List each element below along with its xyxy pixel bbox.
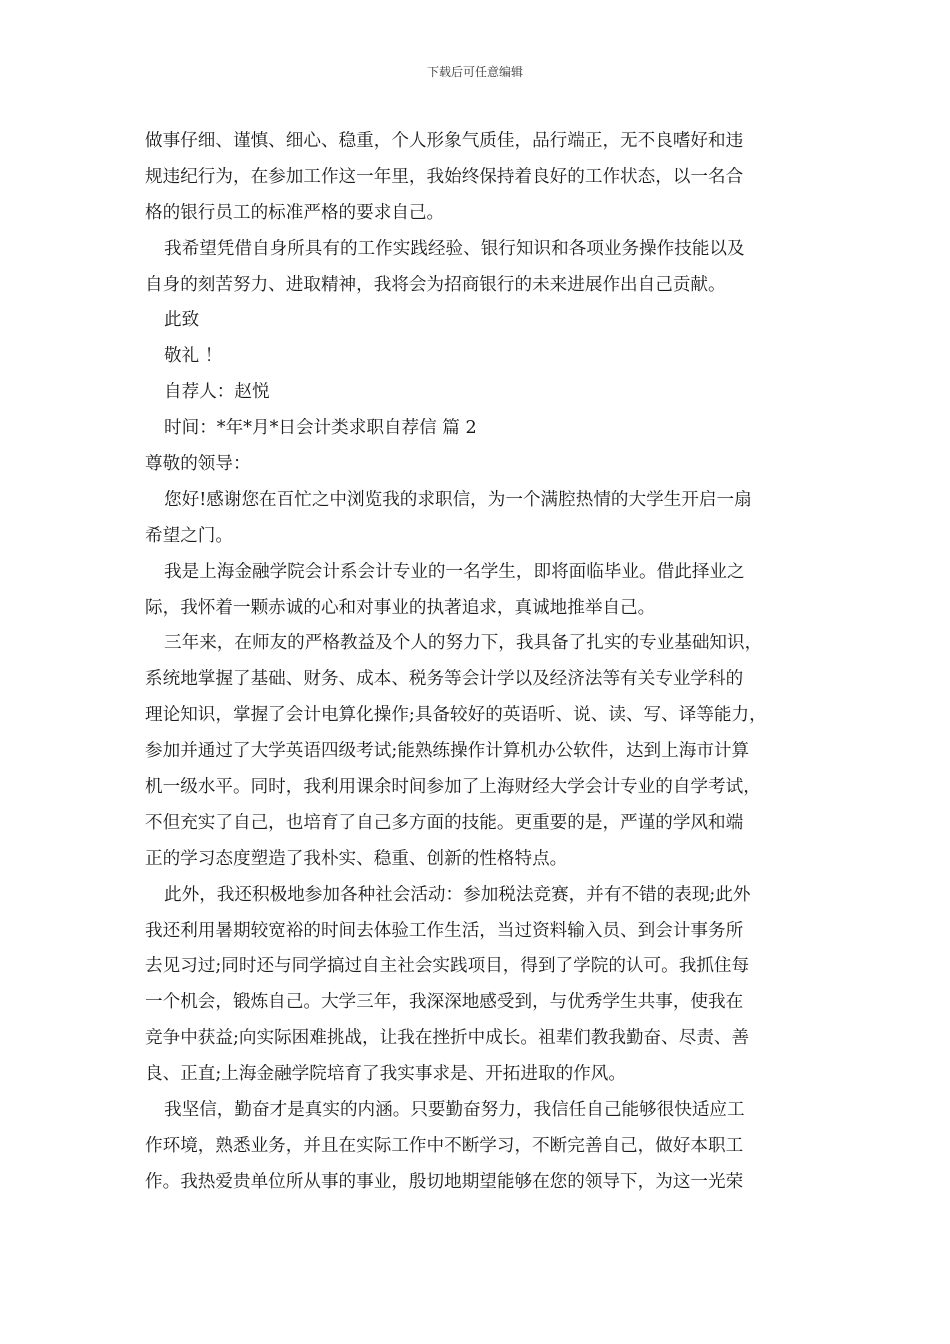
text-line: 机一级水平。同时，我利用课余时间参加了上海财经大学会计专业的自学考试， [145,777,761,798]
text-line: 去见习过;同时还与同学搞过自主社会实践项目，得到了学院的认可。我抓住每 [145,956,750,977]
text-line: 参加并通过了大学英语四级考试;能熟练操作计算机办公软件，达到上海市计算 [145,741,750,762]
date-title-line: 时间：*年*月*日会计类求职自荐信 篇 2 [164,418,477,439]
text-line: 一个机会，锻炼自己。大学三年，我深深地感受到，与优秀学生共事，使我在 [145,992,744,1013]
page-header: 下载后可任意编辑 [426,65,523,79]
text-line: 良、正直;上海金融学院培育了我实事求是、开拓进取的作风。 [145,1064,626,1085]
text-line: 竞争中获益;向实际困难挑战，让我在挫折中成长。祖辈们教我勤奋、尽责、善 [145,1028,750,1049]
closing-line: 此致 [164,310,200,331]
text-line: 您好!感谢您在百忙之中浏览我的求职信，为一个满腔热情的大学生开启一扇 [164,489,752,510]
text-line: 正的学习态度塑造了我朴实、稳重、创新的性格特点。 [145,848,568,869]
text-line: 此外，我还积极地参加各种社会活动：参加税法竞赛，并有不错的表现;此外 [164,884,751,905]
text-line: 自身的刻苦努力、进取精神，我将会为招商银行的未来进展作出自己贡献。 [145,274,726,295]
text-line: 系统地掌握了基础、财务、成本、税务等会计学以及经济法等有关专业学科的 [145,669,744,690]
salutation-line: 敬礼 ！ [164,346,223,367]
signature-line: 自荐人：赵悦 [164,382,270,403]
text-line: 我还利用暑期较宽裕的时间去体验工作生活，当过资料输入员、到会计事务所 [145,920,744,941]
text-line: 际，我怀着一颗赤诚的心和对事业的执著追求，真诚地推举自己。 [145,597,656,618]
text-line: 我坚信，勤奋才是真实的内涵。只要勤奋努力，我信任自己能够很快适应工 [164,1100,745,1121]
text-line: 理论知识，掌握了会计电算化操作;具备较好的英语听、说、读、写、译等能力， [145,705,767,726]
text-line: 做事仔细、谨慎、细心、稳重，个人形象气质佳，品行端正，无不良嗜好和违 [145,131,744,151]
text-line: 不但充实了自己，也培育了自己多方面的技能。更重要的是，严谨的学风和端 [145,812,744,833]
text-line: 我是上海金融学院会计系会计专业的一名学生，即将面临毕业。借此择业之 [164,561,745,582]
text-line: 作环境，熟悉业务，并且在实际工作中不断学习，不断完善自己，做好本职工 [145,1135,744,1156]
text-line: 希望之门。 [145,525,233,546]
document-body [145,124,817,1201]
text-line: 我希望凭借自身所具有的工作实践经验、银行知识和各项业务操作技能以及 [164,238,745,259]
text-line: 作。我热爱贵单位所从事的事业，殷切地期望能够在您的领导下，为这一光荣 [145,1171,744,1192]
text-line: 格的银行员工的标准严格的要求自己。 [145,202,445,223]
greeting-line: 尊敬的领导： [145,454,251,475]
text-line: 规违纪行为，在参加工作这一年里，我始终保持着良好的工作状态，以一名合 [145,166,744,187]
text-line: 三年来，在师友的严格教益及个人的努力下，我具备了扎实的专业基础知识， [164,633,763,654]
